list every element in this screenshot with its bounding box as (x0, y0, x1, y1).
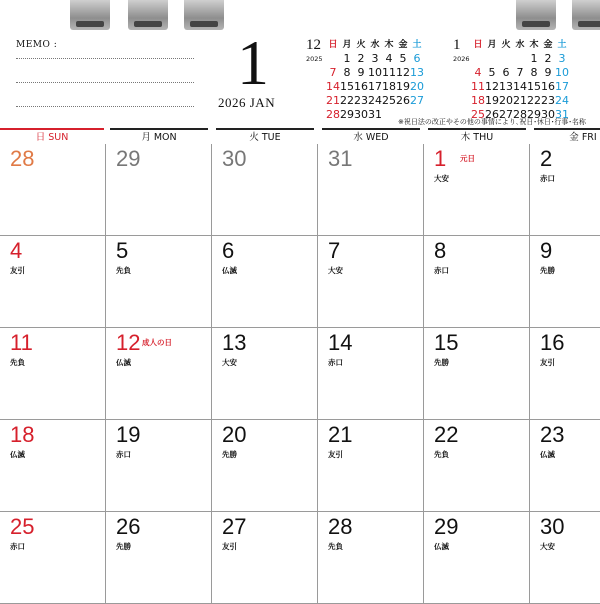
day-number: 31 (328, 146, 353, 171)
mini-day: 3 (558, 52, 566, 65)
day-number: 4 (10, 238, 23, 263)
mini-day (513, 52, 527, 66)
day-number: 21 (328, 422, 353, 447)
mini-day: 23 (354, 94, 368, 107)
day-cell[interactable] (424, 512, 530, 604)
rokuyo-label: 大安 (434, 174, 449, 183)
mini-weekday-header: 水 (515, 40, 525, 50)
day-number: 20 (222, 422, 247, 447)
mini-day: 7 (516, 66, 524, 79)
rokuyo-label: 大安 (328, 266, 343, 275)
day-cell[interactable] (106, 144, 212, 236)
binder-ring (516, 0, 556, 30)
mini-day: 26 (485, 108, 499, 121)
month-caption: 2026 JAN (218, 95, 276, 110)
mini-day: 18 (471, 94, 485, 107)
day-cell[interactable] (530, 236, 600, 328)
rokuyo-label: 先負 (328, 542, 343, 551)
month-number: 1 (237, 27, 269, 98)
mini-weekday-header: 火 (501, 40, 511, 50)
mini-day: 6 (413, 52, 421, 65)
day-number: 5 (116, 238, 129, 263)
mini-day: 15 (340, 80, 354, 93)
mini-day: 10 (555, 66, 569, 79)
day-number: 16 (540, 330, 565, 355)
mini-day: 1 (530, 52, 538, 65)
mini-weekday-header: 月 (487, 40, 497, 50)
mini-day: 13 (499, 80, 513, 93)
mini-day: 13 (410, 66, 424, 79)
mini-day (382, 108, 396, 122)
mini-day: 1 (343, 52, 351, 65)
mini-day: 29 (527, 108, 541, 121)
rokuyo-label: 仏滅 (222, 266, 237, 275)
day-number: 2 (540, 146, 553, 171)
mini-day: 17 (368, 80, 382, 93)
mini-day: 20 (499, 94, 513, 107)
day-cell[interactable] (424, 420, 530, 512)
mini-day: 5 (488, 66, 496, 79)
weekday-header: 水 WED (322, 128, 420, 144)
binder-ring (572, 0, 600, 30)
mini-day: 20 (410, 80, 424, 93)
holiday-note: ※祝日法の改正やその他の事情により､祝日･休日･行事･名称 (398, 118, 586, 126)
mini-weekday-header: 火 (356, 40, 366, 50)
day-number: 23 (540, 422, 565, 447)
day-number: 7 (328, 238, 341, 263)
day-number: 13 (222, 330, 247, 355)
mini-day: 8 (343, 66, 351, 79)
mini-day (485, 52, 499, 66)
rokuyo-label: 先勝 (540, 266, 555, 275)
day-number: 28 (10, 146, 35, 171)
mini-day: 2 (357, 52, 365, 65)
mini-day: 26 (396, 94, 410, 107)
mini-year: 2025 (306, 55, 323, 63)
rokuyo-label: 先負 (10, 358, 25, 367)
day-number: 15 (434, 330, 459, 355)
day-cell[interactable] (212, 236, 318, 328)
holiday-label: 元日 (460, 154, 475, 163)
day-cell[interactable] (424, 144, 530, 236)
day-number: 6 (222, 238, 235, 263)
weekday-header: 金 FRI (534, 128, 600, 144)
mini-day: 22 (340, 94, 354, 107)
binder-ring (184, 0, 224, 30)
mini-day: 14 (513, 80, 527, 93)
binder-ring (70, 0, 110, 30)
day-number: 22 (434, 422, 459, 447)
mini-month-number: 12 (306, 37, 321, 53)
day-number: 11 (10, 330, 33, 355)
day-cell[interactable] (0, 420, 106, 512)
mini-day: 7 (329, 66, 337, 79)
mini-day: 30 (354, 108, 368, 121)
day-number: 14 (328, 330, 353, 355)
day-number: 30 (540, 514, 565, 539)
mini-day: 25 (471, 108, 485, 121)
day-cell[interactable] (318, 144, 424, 236)
mini-day: 3 (371, 52, 379, 65)
day-number: 28 (328, 514, 353, 539)
mini-calendar-table (471, 38, 569, 122)
day-cell[interactable] (424, 236, 530, 328)
rokuyo-label: 大安 (222, 358, 237, 367)
memo-line[interactable] (16, 82, 194, 83)
day-cell[interactable] (212, 144, 318, 236)
mini-day: 27 (410, 94, 424, 107)
weekday-header: 月 MON (110, 128, 208, 144)
day-cell[interactable] (212, 328, 318, 420)
mini-day: 23 (541, 94, 555, 107)
mini-day: 4 (474, 66, 482, 79)
mini-day: 6 (502, 66, 510, 79)
mini-calendar-table (326, 38, 424, 122)
mini-day: 30 (541, 108, 555, 121)
day-cell[interactable] (318, 236, 424, 328)
rokuyo-label: 友引 (10, 266, 25, 275)
day-cell[interactable] (424, 328, 530, 420)
mini-day: 11 (471, 80, 485, 93)
day-number: 27 (222, 514, 247, 539)
mini-day: 21 (513, 94, 527, 107)
mini-day: 24 (368, 94, 382, 107)
memo-label: MEMO : (16, 40, 58, 50)
rokuyo-label: 先負 (434, 450, 449, 459)
mini-day (471, 52, 485, 66)
mini-day: 16 (541, 80, 555, 93)
mini-weekday-header: 水 (370, 40, 380, 50)
mini-day: 27 (499, 108, 513, 121)
mini-weekday-header: 日 (473, 40, 483, 50)
mini-day: 18 (382, 80, 396, 93)
rokuyo-label: 赤口 (10, 542, 25, 551)
day-cell[interactable] (530, 144, 600, 236)
mini-month-number: 1 (453, 37, 461, 53)
mini-day: 9 (544, 66, 552, 79)
mini-weekday-header: 月 (342, 40, 352, 50)
rokuyo-label: 赤口 (540, 174, 555, 183)
memo-line[interactable] (16, 58, 194, 59)
holiday-label: 成人の日 (142, 338, 172, 347)
mini-day: 31 (368, 108, 382, 121)
rokuyo-label: 仏滅 (434, 542, 449, 551)
mini-day (499, 52, 513, 66)
day-cell[interactable] (106, 512, 212, 604)
day-cell[interactable] (106, 420, 212, 512)
mini-weekday-header: 土 (557, 40, 567, 50)
mini-day: 2 (544, 52, 552, 65)
binder-ring (128, 0, 168, 30)
day-number: 29 (116, 146, 141, 171)
mini-year: 2026 (453, 55, 470, 63)
day-cell[interactable] (318, 512, 424, 604)
day-number: 9 (540, 238, 553, 263)
rokuyo-label: 赤口 (116, 450, 131, 459)
day-cell[interactable] (318, 420, 424, 512)
mini-day: 12 (396, 66, 410, 79)
mini-weekday-header: 金 (543, 40, 553, 50)
mini-day (326, 52, 340, 66)
memo-line[interactable] (16, 106, 194, 107)
rokuyo-label: 大安 (540, 542, 555, 551)
mini-day: 9 (357, 66, 365, 79)
mini-day: 5 (399, 52, 407, 65)
day-cell[interactable] (0, 512, 106, 604)
day-number: 25 (10, 514, 35, 539)
mini-day: 28 (326, 108, 340, 121)
day-number: 8 (434, 238, 447, 263)
day-number: 30 (222, 146, 247, 171)
day-cell[interactable] (106, 328, 212, 420)
mini-day: 31 (555, 108, 569, 121)
day-number: 29 (434, 514, 459, 539)
mini-day: 24 (555, 94, 569, 107)
rokuyo-label: 赤口 (434, 266, 449, 275)
rokuyo-label: 友引 (328, 450, 343, 459)
day-cell[interactable] (0, 144, 106, 236)
day-number: 19 (116, 422, 141, 447)
day-cell[interactable] (530, 420, 600, 512)
mini-day: 19 (485, 94, 499, 107)
day-cell[interactable] (318, 328, 424, 420)
mini-day: 22 (527, 94, 541, 107)
day-number: 18 (10, 422, 35, 447)
day-cell[interactable] (212, 420, 318, 512)
day-cell[interactable] (0, 328, 106, 420)
rokuyo-label: 友引 (540, 358, 555, 367)
mini-day: 8 (530, 66, 538, 79)
mini-day: 17 (555, 80, 569, 93)
mini-day: 19 (396, 80, 410, 93)
rokuyo-label: 先勝 (434, 358, 449, 367)
weekday-header: 木 THU (428, 128, 526, 144)
weekday-header: 日 SUN (0, 128, 104, 144)
weekday-header: 火 TUE (216, 128, 314, 144)
mini-day: 15 (527, 80, 541, 93)
rokuyo-label: 赤口 (328, 358, 343, 367)
mini-weekday-header: 金 (398, 40, 408, 50)
day-number: 1 (434, 146, 447, 171)
day-cell[interactable] (0, 236, 106, 328)
day-number: 26 (116, 514, 141, 539)
mini-weekday-header: 日 (328, 40, 338, 50)
mini-day: 25 (382, 94, 396, 107)
day-cell[interactable] (530, 512, 600, 604)
mini-day: 28 (513, 108, 527, 121)
mini-day: 11 (382, 66, 396, 79)
mini-day: 16 (354, 80, 368, 93)
day-number: 12 (116, 330, 141, 355)
mini-day: 4 (385, 52, 393, 65)
mini-day: 14 (326, 80, 340, 93)
mini-day: 12 (485, 80, 499, 93)
rokuyo-label: 先負 (116, 266, 131, 275)
day-cell[interactable] (212, 512, 318, 604)
day-cell[interactable] (106, 236, 212, 328)
mini-weekday-header: 木 (384, 40, 394, 50)
rokuyo-label: 先勝 (222, 450, 237, 459)
mini-day: 29 (340, 108, 354, 121)
rokuyo-label: 仏滅 (10, 450, 25, 459)
mini-weekday-header: 土 (412, 40, 422, 50)
rokuyo-label: 仏滅 (540, 450, 555, 459)
mini-weekday-header: 木 (529, 40, 539, 50)
rokuyo-label: 友引 (222, 542, 237, 551)
mini-day: 21 (326, 94, 340, 107)
rokuyo-label: 仏滅 (116, 358, 131, 367)
rokuyo-label: 先勝 (116, 542, 131, 551)
mini-day: 10 (368, 66, 382, 79)
day-cell[interactable] (530, 328, 600, 420)
